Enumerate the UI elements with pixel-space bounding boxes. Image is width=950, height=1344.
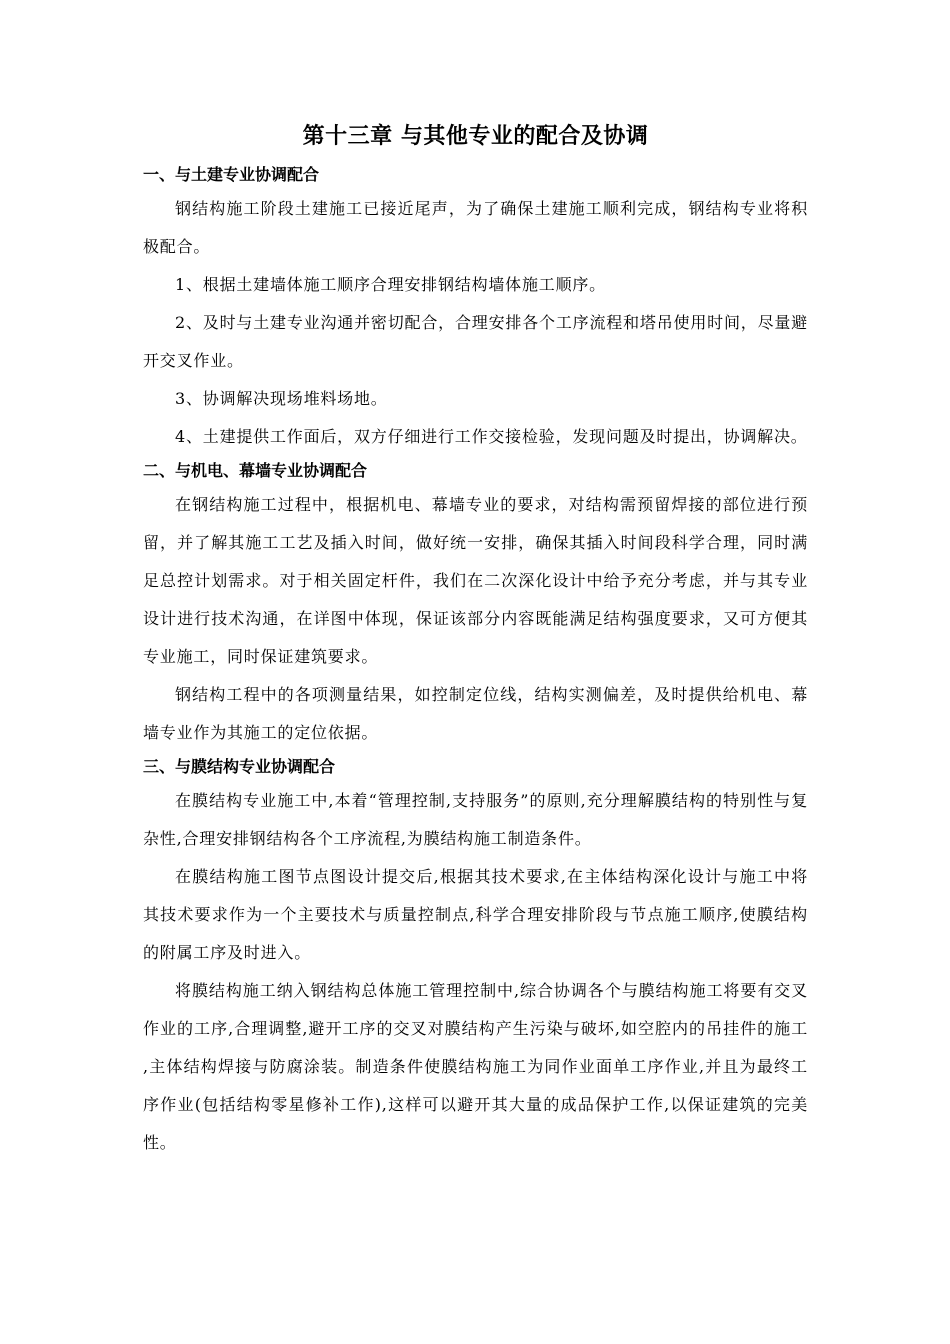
section-mep-curtain-wall — [143, 456, 808, 752]
paragraph: 在膜结构施工图节点图设计提交后,根据其技术要求,在主体结构深化设计与施工中将其技术要求作为一个主要技术与质量控制点,科学合理安排阶段与节点施工顺序,使膜结构的附属工序及时进入。 — [143, 867, 808, 962]
paragraph: 在膜结构专业施工中,本着“管理控制,支持服务”的原则,充分理解膜结构的特别性与复杂性,合理安排钢结构各个工序流程,为膜结构施工制造条件。 — [143, 791, 808, 848]
section-civil — [143, 160, 808, 456]
paragraph: 3、协调解决现场堆料场地。 — [175, 389, 388, 408]
paragraph: 将膜结构施工纳入钢结构总体施工管理控制中,综合协调各个与膜结构施工将要有交叉作业的工序,合理调整,避开工序的交叉对膜结构产生污染与破坏,如空腔内的吊挂件的施工 ,主体结构焊接与防腐涂装。制造条件使膜结构施工为同作业面单工序作业,并且为最终工序作业(包括结构零星修补工作),这样可以避开其大量的成品保护工作,以保证建筑的完美性。 — [143, 981, 808, 1152]
paragraph: 钢结构施工阶段土建施工已接近尾声，为了确保土建施工顺利完成，钢结构专业将积极配合。 — [143, 199, 808, 256]
paragraph: 钢结构工程中的各项测量结果，如控制定位线，结构实测偏差，及时提供给机电、幕墙专业作为其施工的定位依据。 — [143, 685, 808, 742]
paragraph: 2、及时与土建专业沟通并密切配合，合理安排各个工序流程和塔吊使用时间，尽量避开交叉作业。 — [143, 313, 808, 370]
chapter-title: 第十三章 与其他专业的配合及协调 — [302, 124, 649, 149]
section-heading: 二、与机电、幕墙专业协调配合 — [143, 461, 368, 480]
section-heading: 一、与土建专业协调配合 — [143, 165, 320, 184]
paragraph: 1、根据土建墙体施工顺序合理安排钢结构墙体施工顺序。 — [175, 275, 606, 294]
paragraph: 在钢结构施工过程中，根据机电、幕墙专业的要求，对结构需预留焊接的部位进行预留，并了解其施工工艺及插入时间，做好统一安排，确保其插入时间段科学合理，同时满足总控计划需求。对于相关固定杆件，我们在二次深化设计中给予充分考虑，并与其专业设计进行技术沟通，在详图中体现，保证该部分内容既能满足结构强度要求，又可方便其专业施工，同时保证建筑要求。 — [143, 495, 808, 666]
paragraph: 4、土建提供工作面后，双方仔细进行工作交接检验，发现问题及时提出，协调解决。 — [175, 427, 808, 446]
section-membrane — [143, 752, 808, 1162]
document-page — [143, 118, 808, 1162]
section-heading: 三、与膜结构专业协调配合 — [143, 757, 336, 776]
